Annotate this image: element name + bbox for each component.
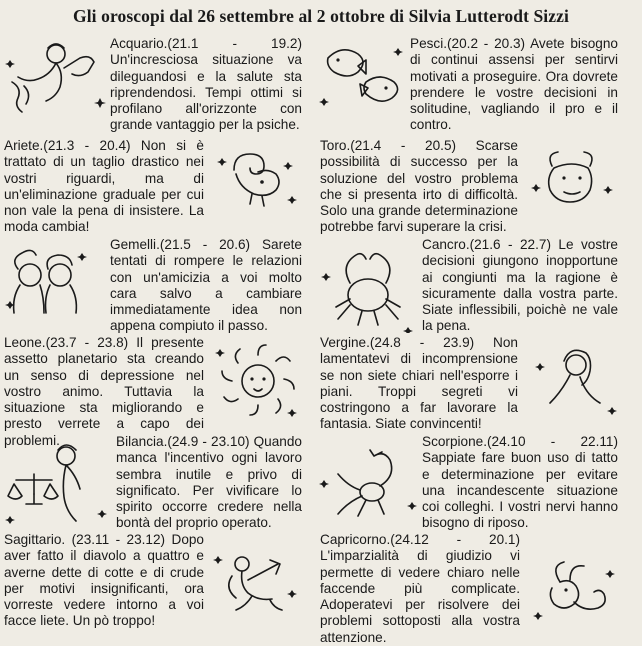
aries-icon (212, 144, 300, 210)
horoscope-text: Sagittario. (23.11 - 23.12) Dopo aver fatto il diavolo a quattro e averne dette di cotte e di crude per motivi insignificanti, ora vorreste vedere intorno a voi facce liete. Un pò troppo! (4, 532, 204, 629)
horoscope-text: Cancro.(21.6 - 22.7) Le vostre decisioni giungono inopportune ai congiunti ma la ragione è sicuramente dalla vostra parte. Siate inflessibili, poichè ne vale la pena. (422, 237, 618, 334)
gemini-icon (4, 245, 88, 327)
horoscope-text: Gemelli.(21.5 - 20.6) Sarete tentati di rompere le relazioni con un'amicizia a voi molto cara salvo a cambiare immediatamente idea non appena compiuto il passo. (110, 237, 302, 334)
horoscope-text: Vergine.(24.8 - 23.9) Non lamentatevi di incomprensione se non siete chiari nell'esporre i piani. Troppi segreti vi costringono a far lavorare la fantasia. Siate convincenti! (320, 335, 518, 432)
sagittarius-icon (212, 550, 302, 620)
horoscope-text: Acquario.(21.1 - 19.2) Un'incresciosa situazione va dileguandosi e la salute sta riprendendosi. Tempi ottimi si profilano all'orizzonte con grande vantaggio per la psiche. (110, 36, 302, 133)
horoscope-text: Toro.(21.4 - 20.5) Scarse possibilità di successo per la soluzione del vostro problema che si presenta irto di difficoltà. Solo una grande determinazione potrebbe farvi superare la crisi. (320, 138, 518, 235)
virgo-icon (530, 343, 618, 417)
capricorn-icon (530, 556, 618, 628)
taurus-icon (528, 150, 618, 216)
libra-icon (4, 440, 112, 524)
horoscope-text: Leone.(23.7 - 23.8) Il presente assetto planetario sta creando un senso di depressione nel vostro animo. Tuttavia la situazione sta migliorando e presto verrete a capo dei problemi. (4, 335, 204, 448)
aquarius-icon (4, 36, 106, 114)
pisces-icon (318, 38, 408, 112)
page-title: Gli oroscopi dal 26 settembre al 2 ottobre di Silvia Lutterodt Sizzi (73, 6, 569, 26)
leo-icon (214, 339, 300, 419)
horoscope-text: Ariete.(21.3 - 20.4) Non si è trattato di un taglio drastico nei vostri riguardi, ma di un'eliminazione graduale per cui non vale la pena di insistere. La moda cambia! (4, 138, 204, 235)
horoscope-text: Bilancia.(24.9 - 23.10) Quando manca l'incentivo ogni lavoro sembra inutile e privo di significato. Per vivificare lo spirito occorre credere nella bontà del proprio operato. (116, 434, 302, 531)
horoscope-text: Pesci.(20.2 - 20.3) Avete bisogno di continui assensi per sentirvi motivati a proseguire. Ora dovrete prendere le vostre decisioni in solitudine, vagliando il pro e il contro. (410, 36, 618, 133)
horoscope-text: Scorpione.(24.10 - 22.11) Sappiate fare buon uso di tatto e determinazione per evitare una incandescente situazione coi colleghi. I vostri nervi hanno bisogno di riposo. (422, 434, 618, 531)
horoscope-text: Capricorno.(24.12 - 20.1) L'imparzialità di giudizio vi permette di vedere chiaro nelle faccende più complicate. Adoperatevi per risolvere dei problemi sottoposti alla vostra attenzione. (320, 532, 520, 645)
cancer-icon (318, 243, 422, 333)
scorpio-icon (318, 440, 422, 524)
